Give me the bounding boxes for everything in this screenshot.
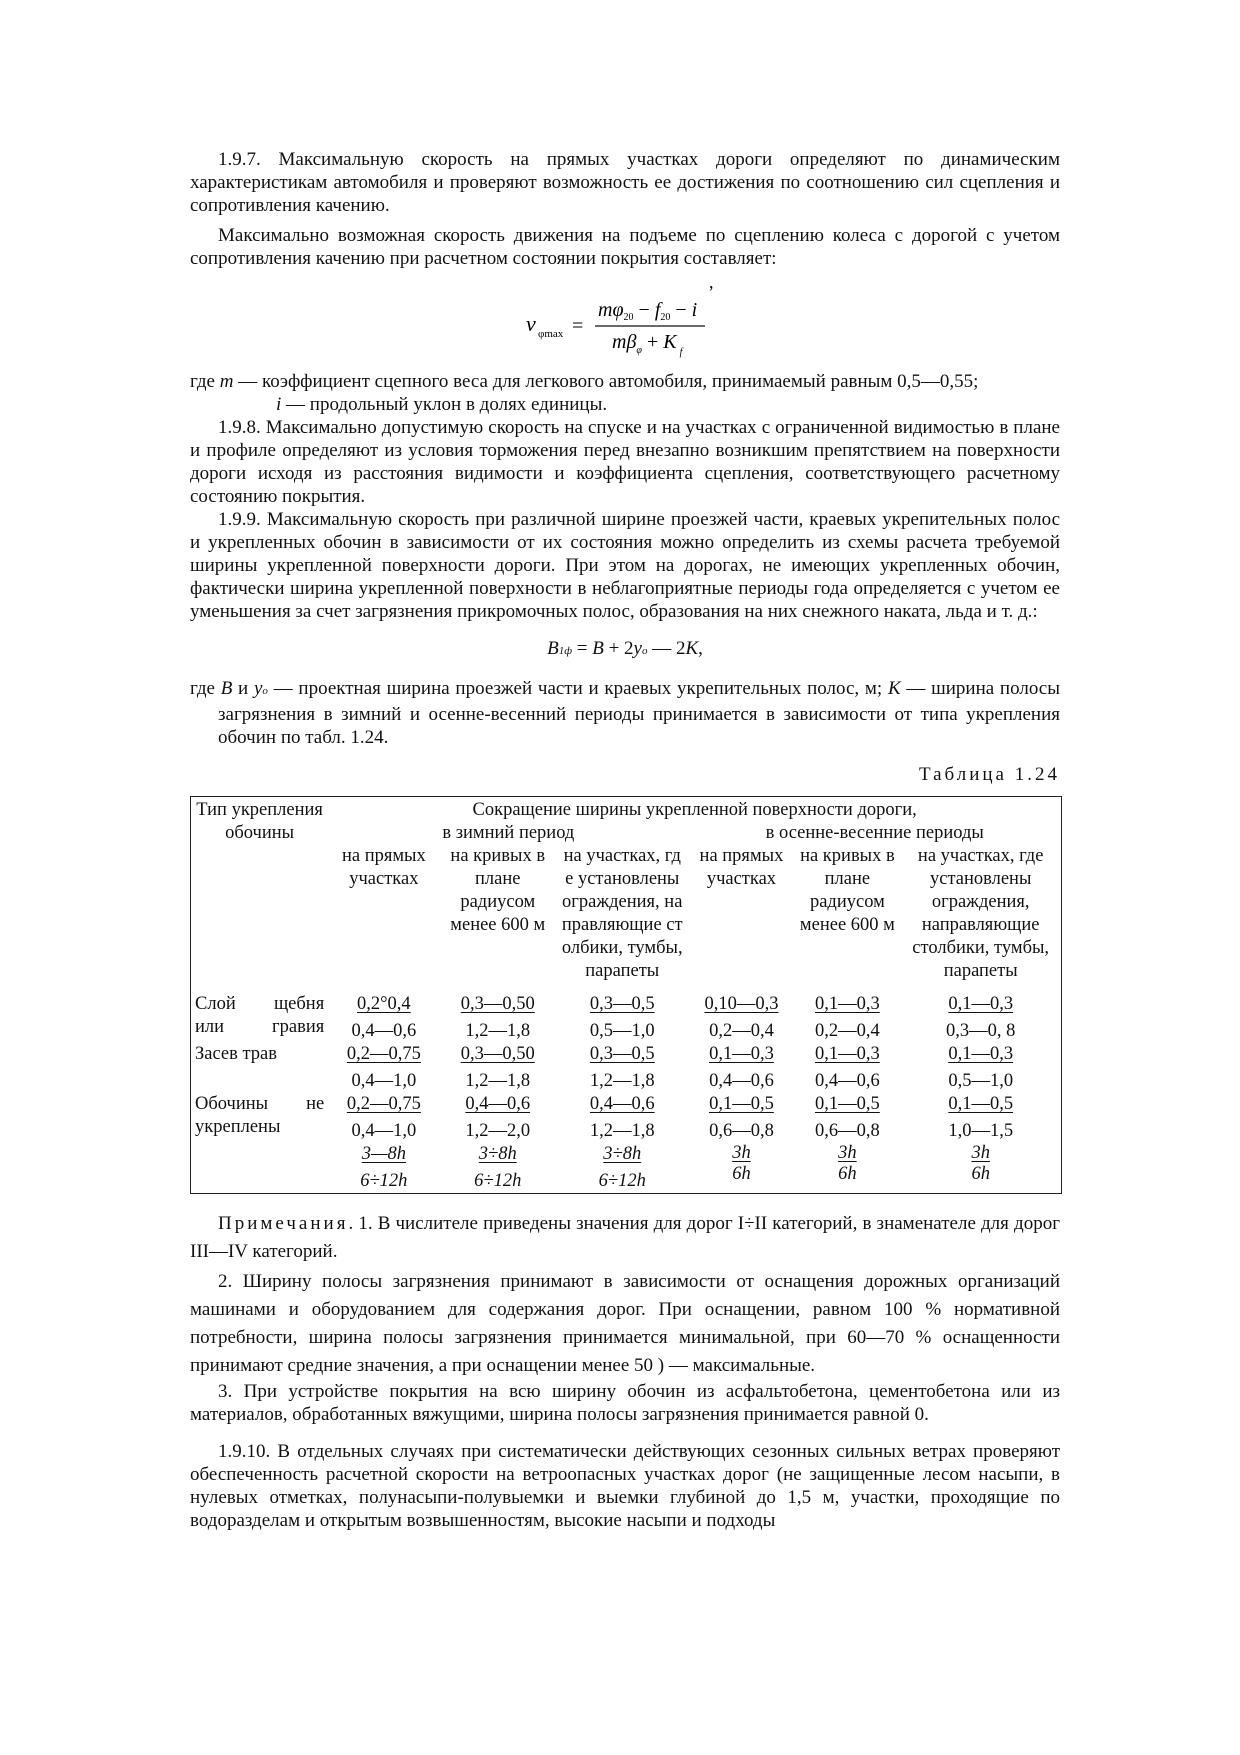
- formula-numerator: $m\varphi_{20} - f_{20} - i$: [598, 299, 698, 323]
- row-label: Слой щебня или гравия: [195, 994, 325, 1037]
- document-page: [190, 148, 1060, 1532]
- where-i: i — продольный уклон в долях единицы.: [276, 394, 608, 415]
- table-cell: 3—8h 6÷12h: [360, 1144, 408, 1191]
- row-label: [191, 1143, 329, 1194]
- paragraph-1-9-8: 1.9.8. Максимально допустимую скорость на спуске и на участках с ограниченной видимостью в плане и профиле определяют из условия торможения перед внезапно возникшим препятствием на поверхности дороги исходя из расстояния видимости и коэффициента сцепления, соответствующего расчетному состоянию покрытия.: [190, 417, 1060, 507]
- table-cell: 0,1—0,3 0,5—1,0: [948, 1044, 1014, 1091]
- where-m: где m — коэффициент сцепного веса для легкового автомобиля, принимаемый равным 0,5—0,55;: [190, 371, 979, 392]
- sub-header: на кривых в плане радиусом менее 600 м: [450, 846, 546, 935]
- table-cell: 3h 6h: [971, 1143, 990, 1184]
- note-1: Примечания. 1. В числителе приведены значения для дорог I÷II категорий, в знаменателе для дорог III—IV категорий.: [190, 1213, 1060, 1262]
- table-cell: 0,1—0,5 0,6—0,8: [815, 1094, 880, 1141]
- table-cell: 0,1—0,5 1,0—1,5: [948, 1094, 1014, 1141]
- table-1-24: [190, 796, 1060, 1194]
- formula-lhs-v: v: [526, 311, 536, 336]
- formula-denominator: $m\beta_\varphi + K$ $_f$: [612, 331, 683, 358]
- table-cell: 3÷8h 6÷12h: [474, 1144, 522, 1191]
- header-main: Сокращение ширины укрепленной поверхности дороги,: [472, 800, 917, 820]
- header-winter: в зимний период: [442, 823, 575, 843]
- table-cell: 0,4—0,6 1,2—1,8: [589, 1094, 655, 1141]
- table-cell: 0,1—0,3 0,4—0,6: [815, 1044, 880, 1091]
- sub-header: на участках, где установлены ограждения, направляющие столбики, тумбы, парапеты: [912, 846, 1050, 981]
- formula-comma: ,: [709, 272, 714, 292]
- formula-max-speed: [190, 270, 1060, 370]
- table-cell: 0,10—0,3 0,2—0,4: [704, 994, 779, 1041]
- table-cell: 0,1—0,3 0,3—0, 8: [946, 994, 1016, 1041]
- table-cell: 0,3—0,5 1,2—1,8: [589, 1044, 655, 1091]
- formula-equals: =: [572, 315, 584, 337]
- table-cell: 0,2—0,75 0,4—1,0: [346, 1044, 421, 1091]
- table-row: [191, 993, 1062, 1043]
- table-caption: Таблица 1.24: [918, 764, 1060, 785]
- note-3: 3. При устройстве покрытия на всю ширину обочин из асфальтобетона, цементобетона или из материалов, обработанных вяжущими, ширина полосы загрязнения принимается равной 0.: [190, 1381, 1060, 1425]
- paragraph-1-9-7: 1.9.7. Максимальную скорость на прямых участках дороги определяют по динамическим характеристикам автомобиля и проверяют возможность ее достижения по соотношению сил сцепления и сопротивления качению.: [190, 149, 1060, 216]
- notes-block: [190, 1210, 1060, 1426]
- sub-header: на кривых в плане радиусом менее 600 м: [799, 846, 895, 935]
- table-cell: 0,2°0,4 0,4—0,6: [351, 994, 417, 1041]
- table-cell: 3h 6h: [838, 1143, 857, 1184]
- table-row: [191, 1143, 1062, 1194]
- row-label: Засев трав: [195, 1044, 277, 1064]
- table-row: [191, 1093, 1062, 1143]
- reduction-table: [190, 796, 1062, 1194]
- table-cell: 0,3—0,50 1,2—1,8: [460, 1044, 535, 1091]
- row-label: Обочины не укреплены: [195, 1094, 325, 1137]
- table-cell: 0,4—0,6 1,2—2,0: [465, 1094, 531, 1141]
- paragraph-1-9-10: 1.9.10. В отдельных случаях при систематически действующих сезонных сильных ветрах проверяют обеспеченность расчетной скорости на ветроопасных участках дорог (не защищенные лесом насыпи, в нулевых отметках, полунасыпи-полувыемки и выемки глубиной до 1,5 м, участки, проходящие по водоразделам и открытым возвышенностям, высокие насыпи и подходы: [190, 1441, 1060, 1531]
- where-b-y: где B и yo — проектная ширина проезжей части и краевых укрепительных полос, м; K — ширина полосы загрязнения в зимний и осенне-весенний периоды принимается в зависимости от типа укрепления обочин по табл. 1.24.: [190, 678, 1061, 748]
- sub-header: на прямых участках: [699, 846, 784, 889]
- table-cell: 0,3—0,5 0,5—1,0: [589, 994, 655, 1041]
- formula-lhs-sub: φmax: [538, 328, 564, 340]
- header-spring: в осенне-весенние периоды: [765, 823, 984, 843]
- sub-header: на участках, где установлены ограждения, направляющие столбики, тумбы, парапеты: [561, 846, 683, 981]
- table-cell: 0,3—0,50 1,2—1,8: [460, 994, 535, 1041]
- table-row: [191, 1043, 1062, 1093]
- formula-max-speed-svg: [190, 270, 1060, 370]
- table-cell: 3h 6h: [732, 1143, 751, 1184]
- table-cell: 0,1—0,3 0,2—0,4: [815, 994, 880, 1041]
- table-cell: 0,1—0,5 0,6—0,8: [709, 1094, 774, 1141]
- table-cell: 0,2—0,75 0,4—1,0: [346, 1094, 421, 1141]
- paragraph-max-speed: Максимально возможная скорость движения на подъеме по сцеплению колеса с дорогой с учетом сопротивления качению при расчетном состоянии покрытия составляет:: [190, 225, 1060, 269]
- formula-width: B1ф = B + 2yo — 2K,: [547, 638, 703, 659]
- header-type: Тип укрепления обочины: [196, 800, 323, 843]
- table-cell: 0,1—0,3 0,4—0,6: [709, 1044, 774, 1091]
- table-cell: 3÷8h 6÷12h: [598, 1144, 646, 1191]
- note-2: 2. Ширину полосы загрязнения принимают в зависимости от оснащения дорожных организаций машинами и оборудованием для содержания дорог. При оснащении, равном 100 % нормативной потребности, ширина полосы загрязнения принимается минимальной, при 60—70 % оснащенности принимают средние значения, а при оснащении менее 50 ) — максимальные.: [190, 1271, 1060, 1376]
- sub-header: на прямых участках: [341, 846, 426, 889]
- paragraph-1-9-9: 1.9.9. Максимальную скорость при различной ширине проезжей части, краевых укрепительных полос и укрепленных обочин в зависимости от их состояния можно определить из схемы расчета требуемой ширины укрепленной поверхности дороги. При этом на дорогах, не имеющих укрепленных обочин, фактически ширина укрепленной поверхности в неблагоприятные периоды года определяется с учетом ее уменьшения за счет загрязнения прикромочных полос, образования на них снежного наката, льда и т. д.:: [190, 509, 1060, 622]
